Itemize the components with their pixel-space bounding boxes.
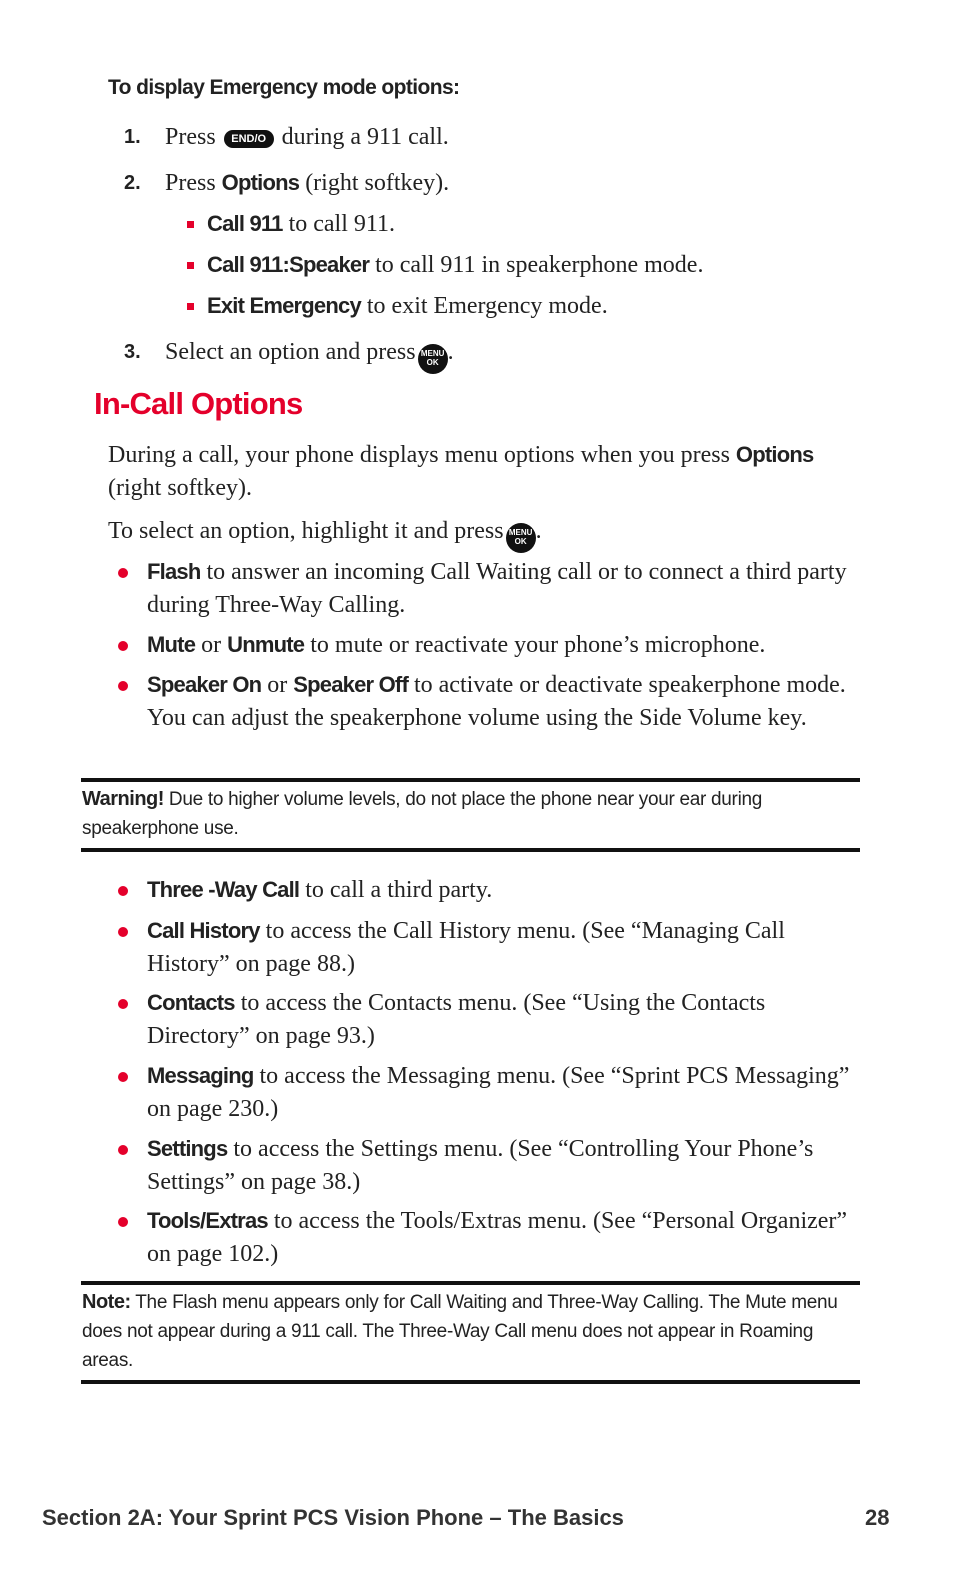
option-item-settings	[147, 1133, 867, 1198]
connector-text: or	[201, 632, 222, 658]
step-text: (right softkey).	[305, 170, 450, 196]
keyword: Call 911:Speaker	[207, 252, 370, 277]
bullet-icon	[118, 886, 128, 896]
step-number: 2.	[124, 172, 141, 194]
option-item-mute	[147, 629, 867, 662]
note-box	[82, 1288, 852, 1375]
option-item-contacts	[147, 987, 867, 1052]
bullet-icon	[118, 681, 128, 691]
keyword: Three -Way Call	[147, 877, 300, 902]
select-instruction	[108, 515, 542, 553]
intro-text: During a call, your phone displays menu options when you press	[108, 442, 730, 468]
step-text: Select an option and press	[165, 339, 416, 365]
bullet-icon	[118, 1145, 128, 1155]
option-item-call-history	[147, 915, 867, 980]
step-text: Press	[165, 170, 216, 196]
instruction-text: .	[535, 518, 542, 544]
step-1	[165, 121, 449, 153]
option-item-speaker	[147, 669, 867, 734]
key-label: OK	[426, 358, 439, 367]
key-label: MENU	[508, 528, 533, 537]
keyword: Options	[221, 170, 300, 195]
intro-paragraph	[108, 439, 848, 504]
option-text: to activate or deactivate speakerphone mode. You can adjust the speakerphone volume using the Side Volume key.	[147, 672, 846, 731]
option-item-tools-extras	[147, 1205, 867, 1270]
step-text: during a 911 call.	[281, 124, 449, 150]
keyword: Flash	[147, 559, 201, 584]
keyword: Tools/Extras	[147, 1208, 268, 1233]
key-label: MENU	[420, 349, 445, 358]
sub-item-text: to call 911.	[288, 211, 395, 237]
end-key-icon: END/O	[224, 130, 274, 148]
option-text: to access the Settings menu. (See “Controlling Your Phone’s Settings” on page 38.)	[147, 1136, 814, 1195]
section-title: In-Call Options	[94, 386, 303, 421]
keyword: Messaging	[147, 1063, 254, 1088]
step-2	[165, 167, 449, 199]
keyword: Call History	[147, 918, 260, 943]
bullet-icon	[118, 568, 128, 578]
keyword: Exit Emergency	[207, 293, 361, 318]
sub-item	[207, 290, 608, 322]
step-text: Press	[165, 124, 216, 150]
option-item-three-way-call	[147, 874, 867, 907]
option-item-flash	[147, 556, 867, 621]
step-number: 3.	[124, 341, 141, 363]
divider	[81, 848, 860, 852]
emergency-heading: To display Emergency mode options:	[108, 76, 460, 99]
divider	[81, 1380, 860, 1384]
option-text: to access the Tools/Extras menu. (See “Personal Organizer” on page 102.)	[147, 1208, 848, 1267]
keyword: Options	[735, 442, 814, 467]
bullet-icon	[118, 1072, 128, 1082]
connector-text: or	[267, 672, 288, 698]
sub-item-text: to exit Emergency mode.	[366, 293, 608, 319]
keyword: Speaker Off	[293, 672, 408, 697]
keyword: Speaker On	[147, 672, 262, 697]
intro-text: (right softkey).	[108, 474, 252, 501]
instruction-text: To select an option, highlight it and press	[108, 518, 504, 544]
warning-box	[82, 785, 852, 843]
divider	[81, 778, 860, 782]
bullet-icon	[118, 999, 128, 1009]
sub-item	[207, 249, 703, 281]
key-label: OK	[514, 537, 527, 546]
warning-text: Due to higher volume levels, do not place the phone near your ear during speakerphone use.	[82, 789, 763, 839]
option-text: to access the Contacts menu. (See “Using the Contacts Directory” on page 93.)	[147, 990, 766, 1049]
step-3	[165, 336, 454, 374]
note-label: Note:	[82, 1291, 131, 1313]
page-number: 28	[865, 1505, 890, 1530]
option-text: to access the Messaging menu. (See “Sprint PCS Messaging” on page 230.)	[147, 1063, 850, 1122]
step-number: 1.	[124, 126, 141, 148]
option-text: to answer an incoming Call Waiting call or to connect a third party during Three-Way Calling.	[147, 559, 847, 618]
square-bullet-icon	[187, 221, 194, 228]
menu-ok-key-icon	[506, 523, 536, 553]
option-text: to call a third party.	[305, 877, 493, 903]
keyword: Call 911	[207, 211, 283, 236]
keyword: Mute	[147, 632, 196, 657]
option-text: to mute or reactivate your phone’s microphone.	[310, 632, 766, 658]
footer-section-title: Section 2A: Your Sprint PCS Vision Phone – The Basics	[42, 1505, 624, 1530]
sub-item	[207, 208, 395, 240]
sub-item-text: to call 911 in speakerphone mode.	[375, 252, 704, 278]
bullet-icon	[118, 1217, 128, 1227]
square-bullet-icon	[187, 262, 194, 269]
option-text: to access the Call History menu. (See “Managing Call History” on page 88.)	[147, 918, 785, 977]
warning-label: Warning!	[82, 788, 164, 810]
square-bullet-icon	[187, 303, 194, 310]
menu-ok-key-icon	[418, 344, 448, 374]
divider	[81, 1281, 860, 1285]
step-text: .	[447, 339, 454, 365]
bullet-icon	[118, 641, 128, 651]
keyword: Unmute	[227, 632, 305, 657]
bullet-icon	[118, 927, 128, 937]
keyword: Settings	[147, 1136, 228, 1161]
option-item-messaging	[147, 1060, 867, 1125]
keyword: Contacts	[147, 990, 235, 1015]
note-text: The Flash menu appears only for Call Waiting and Three-Way Calling. The Mute menu does not appear during a 911 call. The Three-Way Call menu does not appear in Roaming areas.	[82, 1292, 838, 1371]
